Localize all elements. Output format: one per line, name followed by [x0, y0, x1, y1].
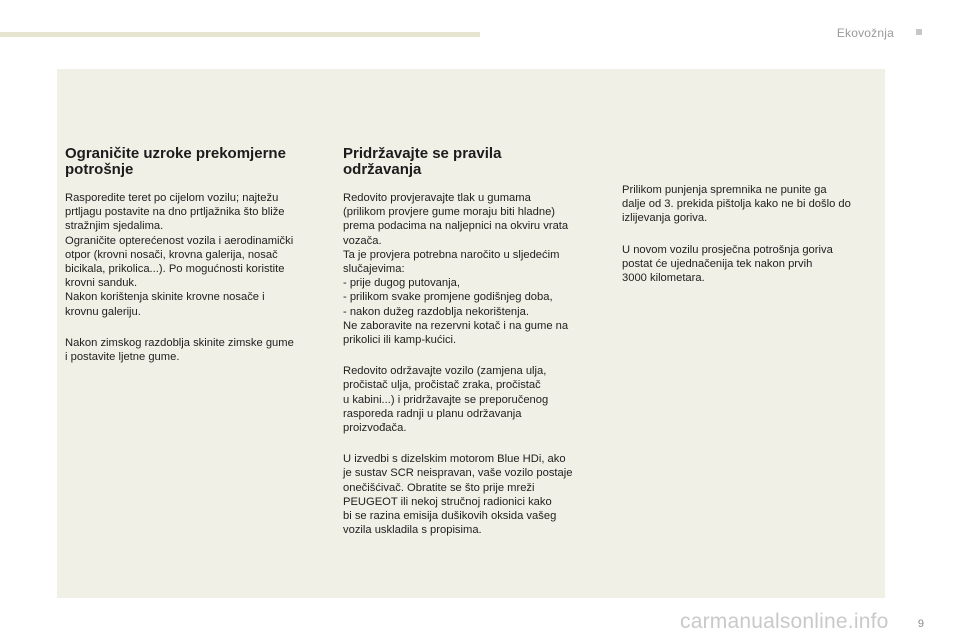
paragraph: U novom vozilu prosječna potrošnja goriva postat će ujednačenija tek nakon prvih 3000 kilometara. — [622, 243, 833, 285]
column-heading: Pridržavajte se pravila održavanja — [343, 145, 502, 178]
column-maintenance — [343, 146, 607, 537]
column-fuel-notes — [622, 183, 884, 285]
paragraph: U izvedbi s dizelskim motorom Blue HDi, ako je sustav SCR neispravan, vaše vozilo postaje onečišćivač. Obratite se što prije mreži PEUGEOT ili nekoj stručnoj radionici kako bi se razina emisija dušikovih oksida vašeg vozila uskladila s propisima. — [343, 453, 573, 537]
paragraph: Nakon zimskog razdoblja skinite zimske gume i postavite ljetne gume. — [65, 336, 294, 364]
paragraph: Redovito održavajte vozilo (zamjena ulja, pročistač ulja, pročistač zraka, pročistač u kabini...) i pridržavajte se preporučenog rasporeda radnji u planu održavanja proizvođača. — [343, 365, 549, 435]
watermark: carmanualsonline.info — [680, 610, 889, 633]
paragraph: Rasporedite teret po cijelom vozilu; najtežu prtljagu postavite na dno prtljažnika što bliže stražnjim sjedalima. Ograničite opterećenost vozila i aerodinamički otpor (krovni nosači, krovna galerija, nosač bicikala, prikolica...). Po mogućnosti koristite krovni sanduk. Nakon korištenja skinite krovne nosače i krovnu galeriju. — [65, 192, 294, 318]
page-number: 9 — [917, 618, 924, 630]
header-accent-bar — [0, 32, 480, 37]
paragraph: Prilikom punjenja spremnika ne punite ga dalje od 3. prekida pištolja kako ne bi došlo do izlijevanja goriva. — [622, 184, 851, 225]
header-marker — [916, 29, 922, 35]
section-title: Ekovožnja — [836, 26, 894, 40]
paragraph: Redovito provjeravajte tlak u gumama (prilikom provjere gume moraju biti hladne) prema podacima na naljepnici na okviru vrata vozača. Ta je provjera potrebna naročito u sljedećim slučajevima: - prije dugog putovanja, - prilikom svake promjene godišnjeg doba, - nakon dužeg razdoblja nekorištenja. Ne zaboravite na rezervni kotač i na gume na prikolici ili kamp-kućici. — [343, 192, 569, 347]
column-excess-consumption — [65, 146, 325, 364]
column-heading: Ograničite uzroke prekomjerne potrošnje — [65, 145, 286, 178]
